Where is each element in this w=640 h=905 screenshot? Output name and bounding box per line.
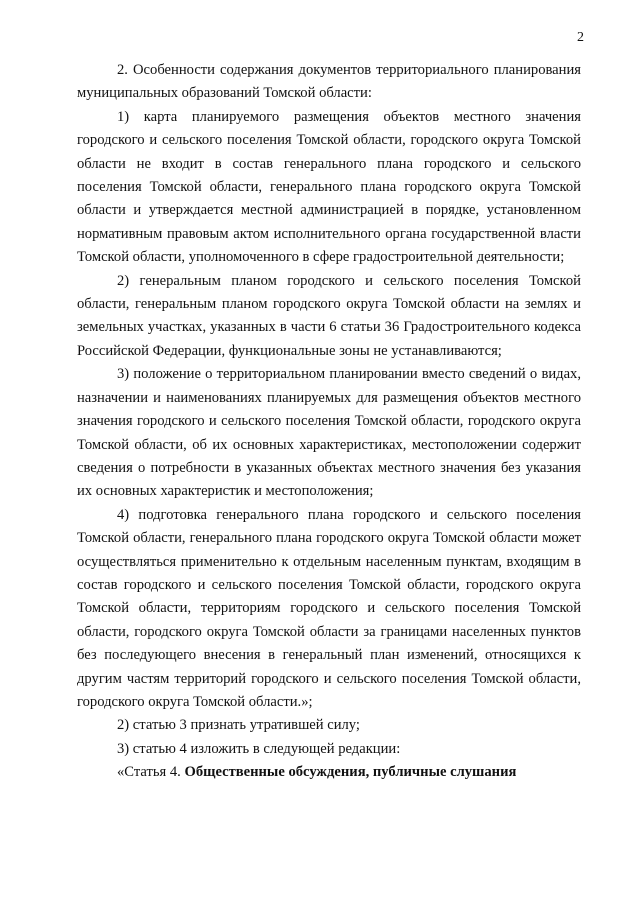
article-4-heading [77, 761, 581, 784]
paragraph-item-4: 4) подготовка генерального плана городского и сельского поселения Томской области, генерального плана городского округа Томской области может осуществляться применительно к отдельным населенным пунктам, входящим в состав городского и сельского поселения Томской области, городского округа Томской области, территориям городского и сельского поселения Томской области, городского округа Томской области за границами населенных пунктов без последующего внесения в генеральный план изменений, относящихся к другим частям территорий городского и сельского поселения Томской области, городского округа Томской области.»; [77, 506, 581, 710]
paragraph-item-1: 1) карта планируемого размещения объектов местного значения городского и сельского поселения Томской области, городского округа Томской области не входит в состав генерального плана городского и сельского поселения Томской области, генерального плана городского округа Томской области и утверждается местной администрацией в порядке, установленном нормативным правовым актом исполнительного органа государственной власти Томской области, уполномоченного в сфере градостроительной деятельности; [77, 108, 581, 266]
paragraph-item-2: 2) генеральным планом городского и сельского поселения Томской области, генеральным планом городского округа Томской области на землях и земельных участках, указанных в части 6 статьи 36 Градостроительного кодекса Российской Федерации, функциональные зоны не устанавливаются; [77, 272, 581, 359]
article-4-title: Общественные обсуждения, публичные слушания [184, 764, 517, 781]
article-4-prefix: «Статья 4. [117, 764, 185, 781]
paragraph-item-3: 3) положение о территориальном планировании вместо сведений о видах, назначении и наименованиях планируемых для размещения объектов местного значения городского и сельского поселения Томской области, городского округа Томской области, об их основных характеристиках, местоположении содержит сведения о потребности в указанных объектах местного значения без указания их основных характеристик и местоположения; [77, 366, 581, 500]
paragraph-heading: 2. Особенности содержания документов территориального планирования муниципальных образований Томской области: [77, 62, 581, 102]
page-number: 2 [577, 30, 584, 45]
paragraph-amend-article-4: 3) статью 4 изложить в следующей редакции: [117, 740, 401, 757]
paragraph-amend-article-3: 2) статью 3 признать утратившей силу; [117, 717, 360, 734]
document-body [77, 59, 581, 785]
